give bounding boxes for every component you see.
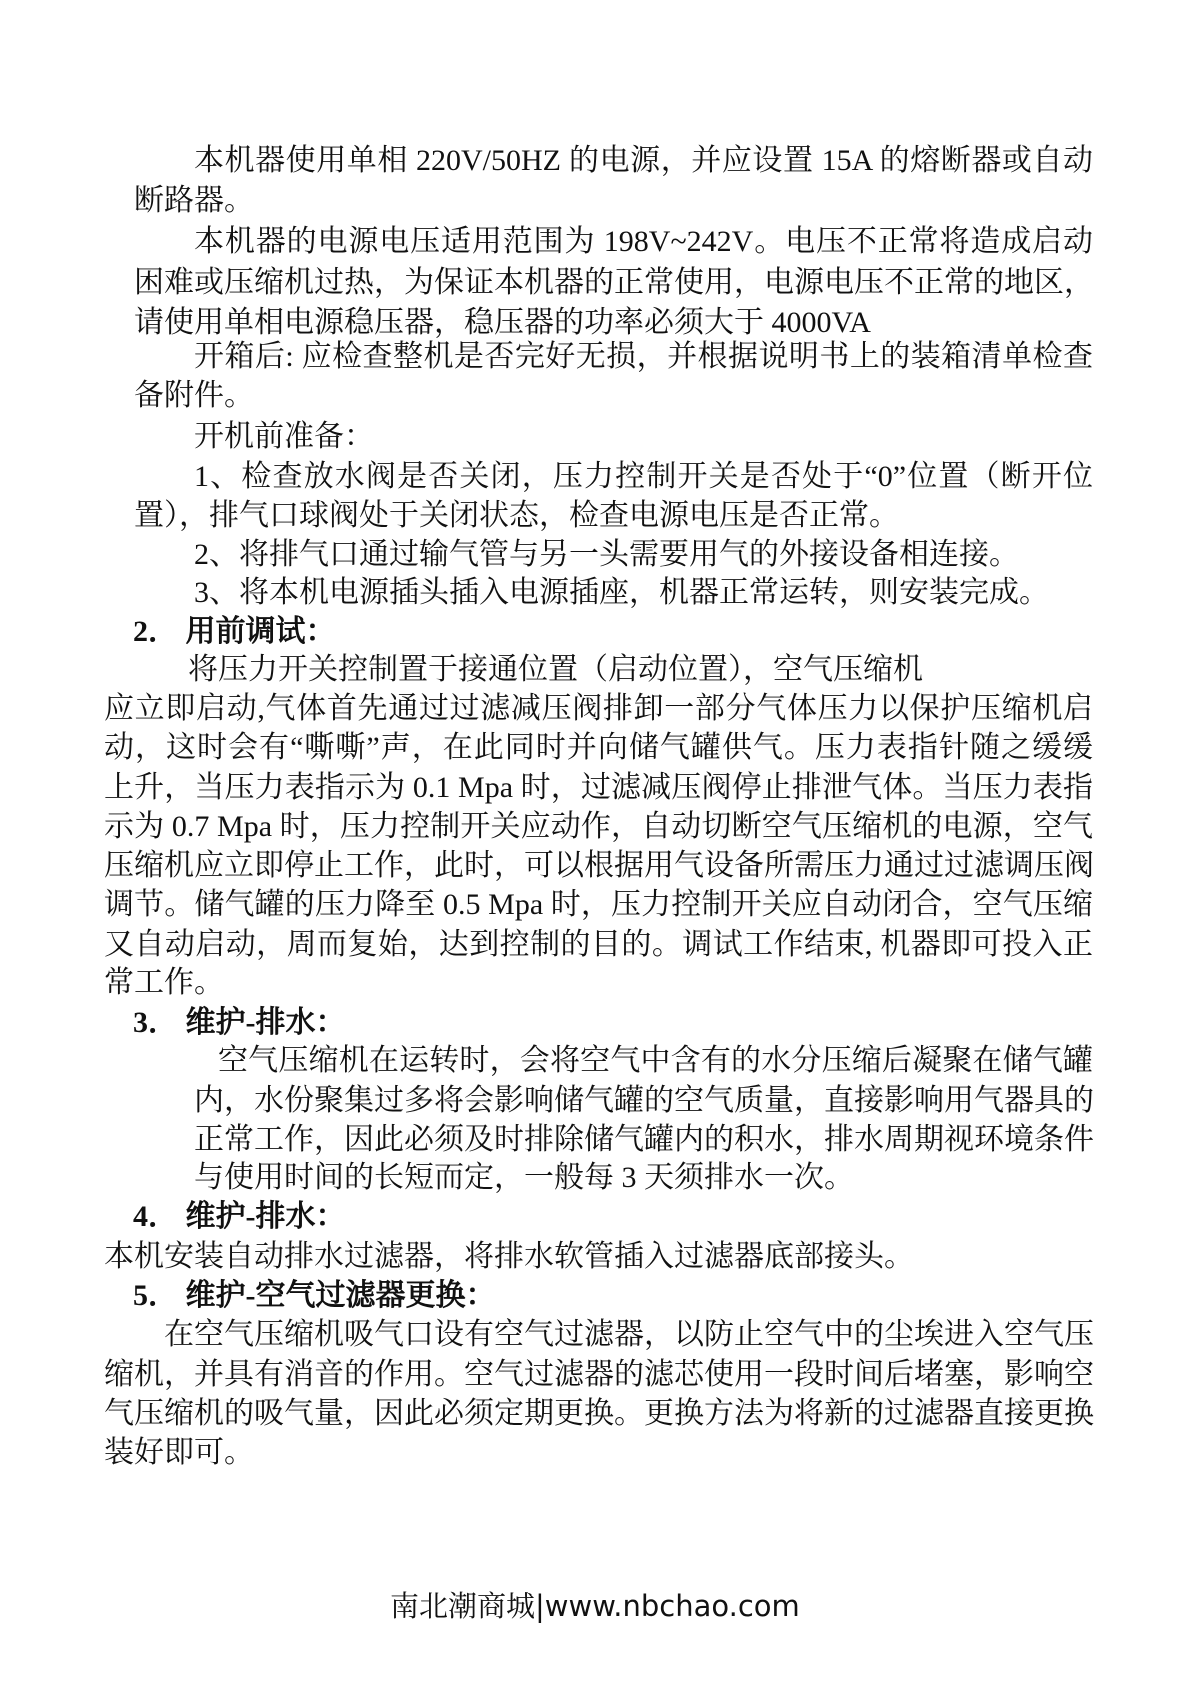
text-line: 本机器使用单相 220V/50HZ 的电源，并应设置 15A 的熔断器或自动: [194, 144, 1093, 177]
text-line: 1、检查放水阀是否关闭，压力控制开关是否处于“0”位置（断开位: [194, 460, 1093, 493]
text-line: 请使用单相电源稳压器，稳压器的功率必须大于 4000VA: [134, 306, 871, 339]
text-line: 与使用时间的长短而定，一般每 3 天须排水一次。: [194, 1161, 854, 1194]
text-line: 困难或压缩机过热，为保证本机器的正常使用，电源电压不正常的地区，: [134, 266, 1094, 299]
text-line: 本机安装自动排水过滤器，将排水软管插入过滤器底部接头。: [104, 1240, 914, 1273]
text-line: 常工作。: [104, 966, 224, 999]
text-line: 开机前准备：: [194, 420, 374, 453]
text-line: 调节。储气罐的压力降至 0.5 Mpa 时，压力控制开关应自动闭合，空气压缩: [104, 888, 1093, 921]
section-heading: 3． 维护-排水：: [133, 1006, 346, 1039]
text-line: 2、将排气口通过输气管与另一头需要用气的外接设备相连接。: [194, 538, 1019, 571]
text-line: 空气压缩机在运转时，会将空气中含有的水分压缩后凝聚在储气罐: [218, 1044, 1093, 1077]
text-line: 本机器的电源电压适用范围为 198V~242V。电压不正常将造成启动: [194, 225, 1093, 258]
text-line: 应立即启动,气体首先通过过滤减压阀排卸一部分气体压力以保护压缩机启: [104, 692, 1093, 725]
text-line: 上升，当压力表指示为 0.1 Mpa 时，过滤减压阀停止排泄气体。当压力表指: [104, 771, 1093, 804]
text-line: 将压力开关控制置于接通位置（启动位置），空气压缩机: [188, 653, 923, 686]
text-line: 装好即可。: [104, 1436, 254, 1469]
text-line: 缩机，并具有消音的作用。空气过滤器的滤芯使用一段时间后堵塞，影响空: [104, 1358, 1094, 1391]
text-line: 置），排气口球阀处于关闭状态，检查电源电压是否正常。: [134, 499, 899, 532]
text-line: 备附件。: [134, 379, 254, 412]
text-line: 3、将本机电源插头插入电源插座，机器正常运转，则安装完成。: [194, 576, 1049, 609]
text-line: 开箱后: 应检查整机是否完好无损，并根据说明书上的装箱清单检查: [194, 340, 1093, 373]
text-line: 断路器。: [134, 184, 254, 217]
text-line: 在空气压缩机吸气口设有空气过滤器，以防止空气中的尘埃进入空气压: [164, 1318, 1094, 1351]
section-heading: 2． 用前调试：: [133, 615, 336, 648]
footer-watermark: 南北潮商城|www.nbchao.com: [390, 1589, 800, 1623]
text-line: 正常工作，因此必须及时排除储气罐内的积水，排水周期视环境条件: [194, 1123, 1094, 1156]
text-line: 压缩机应立即停止工作，此时，可以根据用气设备所需压力通过过滤调压阀: [104, 849, 1094, 882]
section-heading: 4． 维护-排水：: [133, 1200, 346, 1233]
text-line: 又自动启动，周而复始，达到控制的目的。调试工作结束, 机器即可投入正: [104, 928, 1093, 961]
text-line: 气压缩机的吸气量，因此必须定期更换。更换方法为将新的过滤器直接更换: [104, 1397, 1094, 1430]
section-heading: 5． 维护-空气过滤器更换：: [133, 1279, 496, 1312]
text-line: 动，这时会有“嘶嘶”声，在此同时并向储气罐供气。压力表指针随之缓缓: [104, 731, 1093, 764]
text-line: 内，水份聚集过多将会影响储气罐的空气质量，直接影响用气器具的: [194, 1084, 1094, 1117]
text-line: 示为 0.7 Mpa 时，压力控制开关应动作，自动切断空气压缩机的电源，空气: [104, 810, 1093, 843]
